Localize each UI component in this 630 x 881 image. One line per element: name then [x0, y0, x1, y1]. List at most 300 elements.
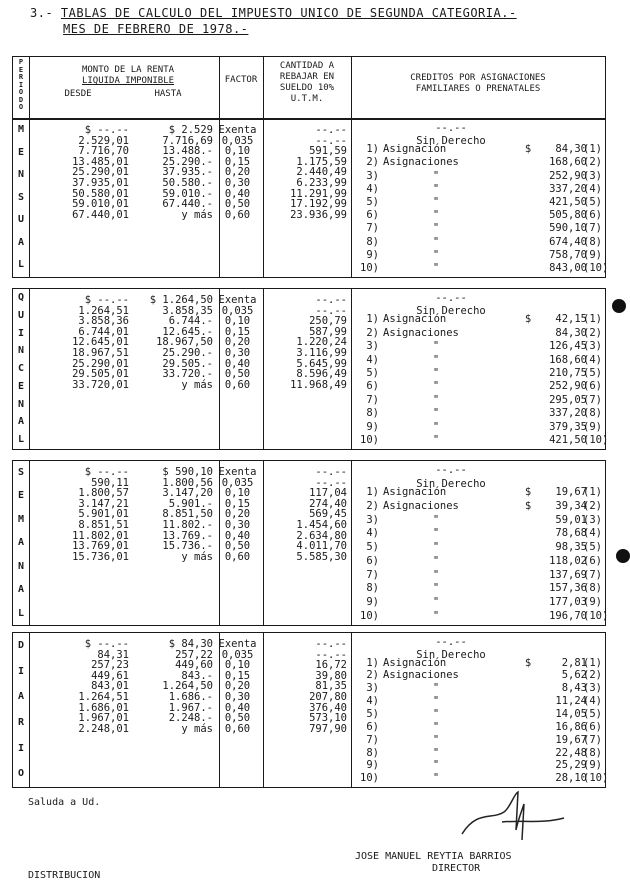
dollar-sign: $	[524, 313, 532, 326]
factor-column	[210, 125, 265, 220]
periodo-letter: I	[18, 80, 24, 89]
credit-value: 295,05	[549, 393, 587, 406]
cantidad-cell: 207,80	[309, 690, 347, 703]
ditto-mark: "	[432, 393, 440, 406]
factor-cell: 0,035	[221, 134, 254, 147]
ditto-mark: "	[432, 248, 440, 261]
credit-index: 4)	[366, 695, 379, 708]
factor-cell: 0,60	[224, 550, 251, 563]
credit-index: 3)	[366, 169, 379, 182]
signer-role: DIRECTOR	[432, 863, 481, 874]
desde-cell: 5.901,01	[78, 508, 129, 521]
credit-index: 3)	[366, 340, 379, 353]
section-mensual	[12, 118, 609, 278]
period-label: Q U I N C E N A L	[17, 292, 25, 446]
desde-cell: $ --.--	[84, 466, 129, 478]
hasta-cell: 257,22	[175, 648, 213, 661]
credit-value: 78,68	[555, 527, 587, 540]
cantidad-cell: 376,40	[309, 701, 347, 714]
desde-cell: 25.290,01	[72, 166, 129, 179]
factor-cell: 0,10	[224, 315, 251, 328]
credit-ref: (6)	[583, 209, 602, 222]
asignaciones-label: Asignaciones	[383, 669, 459, 682]
cantidad-cell: --.--	[315, 134, 347, 147]
desde-cell: 25.290,01	[72, 357, 129, 370]
credit-index: 5)	[366, 367, 379, 379]
credit-value: 28,10	[555, 772, 587, 785]
ditto-mark: "	[432, 407, 440, 420]
asignacion-label: Asignación	[383, 656, 447, 669]
factor-cell: 0,035	[221, 476, 254, 489]
hasta-cell: 8.851,50	[162, 508, 213, 521]
desde-cell: 13.769,01	[72, 540, 129, 553]
credit-value: 8,43	[561, 682, 587, 695]
cantidad-cell: 797,90	[309, 722, 347, 735]
header-periodo	[13, 59, 29, 112]
credit-index: 4)	[366, 353, 379, 366]
credit-ref: (9)	[583, 759, 602, 772]
credit-ref: (7)	[583, 222, 602, 235]
ditto-mark: "	[432, 182, 440, 195]
credit-index: 2)	[366, 326, 379, 339]
credit-index: 2)	[366, 499, 379, 512]
ditto-mark: "	[432, 196, 440, 208]
credit-value: 39,34	[555, 499, 587, 512]
factor-cell: 0,50	[224, 712, 251, 725]
cantidad-cell: 1.454,60	[296, 518, 347, 531]
credit-value: 674,40	[549, 235, 587, 248]
desde-cell: 2.529,01	[78, 134, 129, 147]
factor-cell: 0,30	[224, 690, 251, 703]
hasta-cell: 67.440.-	[162, 198, 213, 211]
ditto-mark: "	[432, 209, 440, 222]
factor-cell: 0,50	[224, 198, 251, 211]
sin-derecho: Sin Derecho	[416, 648, 486, 661]
desde-cell: 1.967,01	[78, 712, 129, 725]
credit-ref: (7)	[583, 568, 602, 581]
credit-ref: (9)	[583, 596, 602, 608]
credit-index: 8)	[366, 746, 379, 759]
desde-column	[33, 295, 129, 390]
credit-value: 84,30	[555, 326, 587, 339]
periodo-letter: O	[18, 103, 24, 111]
hasta-cell: 7.716,69	[162, 134, 213, 147]
hasta-cell: 59.010.-	[162, 187, 213, 200]
credit-index: 7)	[366, 733, 379, 746]
factor-cell: 0,15	[224, 155, 251, 168]
asignacion-label: Asignación	[383, 313, 447, 326]
header-cantidad: CANTIDAD A REBAJAR EN SUELDO 10% U.T.M.	[279, 61, 335, 104]
hasta-cell: 29.505.-	[162, 357, 213, 370]
credit-value: 168,60	[549, 353, 587, 366]
asignacion-label: Asignación	[383, 486, 447, 498]
cantidad-cell: --.--	[315, 124, 347, 136]
factor-cell: 0,035	[221, 648, 254, 661]
hasta-cell: 25.290.-	[162, 346, 213, 359]
credit-value: 25,29	[555, 759, 587, 772]
credit-value: 210,75	[549, 367, 587, 379]
credit-index: 8)	[366, 582, 379, 595]
ditto-mark: "	[432, 353, 440, 366]
credit-ref: (7)	[583, 733, 602, 746]
credit-value: 137,69	[549, 568, 587, 581]
credit-ref: (5)	[583, 367, 602, 379]
factor-cell: Exenta	[218, 466, 257, 478]
saluda-text: Saluda a Ud.	[28, 797, 101, 808]
credit-ref: (2)	[583, 326, 602, 339]
credit-value: 98,35	[555, 541, 587, 553]
credit-ref: (8)	[583, 407, 602, 420]
credit-value: 14,05	[555, 708, 587, 720]
hasta-cell: 1.800,56	[162, 476, 213, 489]
hasta-column	[125, 639, 213, 734]
credit-ref: (3)	[583, 169, 602, 182]
credit-ref: (3)	[583, 513, 602, 526]
credit-index: 9)	[366, 759, 379, 772]
factor-cell: Exenta	[218, 294, 257, 306]
hasta-cell: 843.-	[181, 669, 213, 682]
cantidad-cell: 250,79	[309, 315, 347, 328]
credit-value: 177,03	[549, 596, 587, 608]
credit-ref: (10)	[583, 433, 609, 446]
factor-cell: 0,10	[224, 487, 251, 500]
credit-ref: (1)	[583, 656, 602, 669]
desde-cell: 11.802,01	[72, 529, 129, 542]
ditto-mark: "	[432, 596, 440, 608]
hasta-cell: 25.290.-	[162, 155, 213, 168]
hasta-cell: 5.901.-	[168, 497, 213, 510]
credit-index: 2)	[366, 156, 379, 169]
header-creditos: CREDITOS POR ASIGNACIONES FAMILIARES O PRENATALES	[410, 73, 546, 94]
desde-cell: 33.720,01	[72, 378, 129, 391]
ditto-mark: "	[432, 772, 440, 785]
signature	[452, 790, 582, 848]
cantidad-cell: 11.968,49	[290, 378, 347, 391]
desde-cell: 13.485,01	[72, 155, 129, 168]
hasta-cell: 18.967,50	[156, 336, 213, 349]
title-prefix: 3.-	[30, 6, 54, 20]
credit-ref: (9)	[583, 420, 602, 433]
desde-column	[33, 467, 129, 562]
ditto-mark: "	[432, 235, 440, 248]
hasta-cell: 15.736.-	[162, 540, 213, 553]
sin-derecho: Sin Derecho	[416, 305, 486, 318]
hasta-cell: y más	[181, 208, 213, 221]
desde-cell: 50.580,01	[72, 187, 129, 200]
credit-index: 10)	[360, 262, 379, 275]
period-label: D I A R I O	[17, 640, 25, 780]
desde-cell: 590,11	[91, 476, 129, 489]
desde-cell: 1.800,57	[78, 487, 129, 500]
desde-cell: $ --.--	[84, 638, 129, 650]
cantidad-cell: 274,40	[309, 497, 347, 510]
factor-cell: 0,10	[224, 145, 251, 158]
credit-value: 2,81	[561, 656, 587, 669]
credit-ref: (1)	[583, 313, 602, 326]
cantidad-cell: --.--	[315, 466, 347, 478]
hasta-cell: y más	[181, 722, 213, 735]
hasta-cell: $ 2.529	[168, 124, 213, 136]
credit-value: 196,70	[549, 609, 587, 622]
hasta-cell: 13.769.-	[162, 529, 213, 542]
table-header	[12, 56, 606, 120]
desde-cell: 12.645,01	[72, 336, 129, 349]
hasta-cell: 1.686.-	[168, 690, 213, 703]
credit-index: 5)	[366, 708, 379, 720]
credit-index: 4)	[366, 527, 379, 540]
factor-cell: 0,20	[224, 508, 251, 521]
factor-cell: 0,15	[224, 497, 251, 510]
hasta-cell: $ 590,10	[162, 466, 213, 478]
ditto-mark: "	[432, 380, 440, 393]
factor-cell: 0,30	[224, 176, 251, 189]
sin-derecho: Sin Derecho	[416, 477, 486, 490]
hasta-cell: 1.264,50	[162, 680, 213, 693]
factor-cell: 0,30	[224, 346, 251, 359]
credit-value: 421,50	[549, 196, 587, 208]
hasta-cell: 50.580.-	[162, 176, 213, 189]
credit-index: 9)	[366, 596, 379, 608]
hasta-cell: $ 84,30	[168, 638, 213, 650]
factor-cell: 0,20	[224, 166, 251, 179]
credit-value: 337,20	[549, 182, 587, 195]
factor-cell: 0,40	[224, 187, 251, 200]
desde-cell: 29.505,01	[72, 368, 129, 381]
ditto-mark: "	[432, 420, 440, 433]
desde-cell: 37.935,01	[72, 176, 129, 189]
cantidad-cell: --.--	[315, 294, 347, 306]
credit-ref: (8)	[583, 746, 602, 759]
period-label: M E N S U A L	[17, 124, 25, 271]
desde-cell: 84,31	[97, 648, 129, 661]
cantidad-cell: 6.233,99	[296, 176, 347, 189]
credit-index: 7)	[366, 568, 379, 581]
credit-ref: (4)	[583, 182, 602, 195]
asignaciones-label: Asignaciones	[383, 156, 459, 169]
ditto-mark: "	[432, 433, 440, 446]
factor-column	[210, 639, 265, 734]
credit-value: 11,24	[555, 695, 587, 708]
section-quincenal	[12, 288, 609, 450]
asignaciones-label: Asignaciones	[383, 326, 459, 339]
credit-ref: (1)	[583, 486, 602, 498]
credit-index: 6)	[366, 554, 379, 567]
ditto-mark: "	[432, 367, 440, 379]
credit-ref: (4)	[583, 353, 602, 366]
factor-cell: 0,20	[224, 336, 251, 349]
credit-index: 6)	[366, 380, 379, 393]
hasta-cell: 1.967.-	[168, 701, 213, 714]
dollar-sign: $	[524, 486, 532, 498]
ditto-mark: "	[432, 759, 440, 772]
credit-index: 1)	[366, 486, 379, 498]
hasta-cell: 33.720.-	[162, 368, 213, 381]
ditto-mark: "	[432, 262, 440, 275]
ditto-mark: "	[432, 733, 440, 746]
factor-cell: 0,50	[224, 540, 251, 553]
factor-cell: 0,60	[224, 722, 251, 735]
credit-value: 5,62	[561, 669, 587, 682]
hasta-cell: 3.147,20	[162, 487, 213, 500]
ditto-mark: "	[432, 527, 440, 540]
hasta-column	[125, 467, 213, 562]
ditto-mark: "	[432, 720, 440, 733]
credit-index: 5)	[366, 541, 379, 553]
hasta-cell: 3.858,35	[162, 304, 213, 317]
credit-ref: (3)	[583, 340, 602, 353]
credit-index: 7)	[366, 393, 379, 406]
hasta-cell: 37.935.-	[162, 166, 213, 179]
asignacion-label: Asignación	[383, 143, 447, 156]
credit-dash: --.--	[435, 122, 467, 134]
ditto-mark: "	[432, 609, 440, 622]
hasta-cell: 13.488.-	[162, 145, 213, 158]
desde-cell: 2.248,01	[78, 722, 129, 735]
hasta-cell: 2.248.-	[168, 712, 213, 725]
credit-index: 8)	[366, 407, 379, 420]
credit-dash: --.--	[435, 636, 467, 648]
hasta-column	[125, 295, 213, 390]
cantidad-cell: 4.011,70	[296, 540, 347, 553]
cantidad-column	[265, 295, 347, 390]
periodo-letter: R	[18, 73, 24, 81]
hasta-cell: 6.744.-	[168, 315, 213, 328]
ditto-mark: "	[432, 554, 440, 567]
credit-dash: --.--	[435, 292, 467, 304]
header-factor: FACTOR	[224, 75, 258, 85]
cantidad-cell: 17.192,99	[290, 198, 347, 211]
credit-ref: (2)	[583, 156, 602, 169]
credit-ref: (6)	[583, 380, 602, 393]
credit-ref: (4)	[583, 527, 602, 540]
factor-cell: 0,60	[224, 208, 251, 221]
periodo-letter: P	[18, 58, 24, 66]
cantidad-cell: --.--	[315, 304, 347, 317]
desde-cell: 18.967,51	[72, 346, 129, 359]
credit-value: 84,30	[555, 143, 587, 156]
cantidad-cell: 5.645,99	[296, 357, 347, 370]
credit-ref: (8)	[583, 582, 602, 595]
ditto-mark: "	[432, 682, 440, 695]
credit-ref: (2)	[583, 669, 602, 682]
credit-ref: (10)	[583, 262, 609, 275]
cantidad-cell: 81,35	[315, 680, 347, 693]
credit-value: 168,60	[549, 156, 587, 169]
cantidad-cell: 1.175,59	[296, 155, 347, 168]
desde-cell: 8.851,51	[78, 518, 129, 531]
dollar-sign: $	[524, 499, 532, 512]
cantidad-cell: 591,59	[309, 145, 347, 158]
cantidad-column	[265, 467, 347, 562]
credit-value: 19,67	[555, 486, 587, 498]
punch-hole	[616, 549, 630, 563]
periodo-letter: E	[18, 65, 24, 74]
credit-ref: (1)	[583, 143, 602, 156]
factor-cell: 0,035	[221, 304, 254, 317]
cantidad-cell: 23.936,99	[290, 208, 347, 221]
credit-value: 758,70	[549, 248, 587, 261]
hasta-cell: 11.802.-	[162, 518, 213, 531]
document-title	[30, 6, 517, 20]
credit-index: 6)	[366, 720, 379, 733]
desde-column	[33, 125, 129, 220]
factor-cell: 0,15	[224, 669, 251, 682]
credit-ref: (4)	[583, 695, 602, 708]
factor-column	[210, 467, 265, 562]
factor-cell: 0,40	[224, 701, 251, 714]
credit-value: 421,50	[549, 433, 587, 446]
desde-column	[33, 639, 129, 734]
cantidad-cell: 11.291,99	[290, 187, 347, 200]
desde-cell: $ --.--	[84, 124, 129, 136]
periodo-letter: O	[18, 88, 24, 96]
desde-cell: 1.264,51	[78, 304, 129, 317]
credit-ref: (3)	[583, 682, 602, 695]
desde-cell: 15.736,01	[72, 550, 129, 563]
credit-dash: --.--	[435, 464, 467, 476]
header-desde: DESDE	[64, 89, 92, 99]
cantidad-cell: --.--	[315, 476, 347, 489]
dollar-sign: $	[524, 143, 532, 156]
desde-cell: 7.716,70	[78, 145, 129, 158]
credit-value: 118,02	[549, 554, 587, 567]
cantidad-cell: 573,10	[309, 712, 347, 725]
ditto-mark: "	[432, 340, 440, 353]
credit-ref: (8)	[583, 235, 602, 248]
credit-value: 126,45	[549, 340, 587, 353]
credit-value: 252,90	[549, 169, 587, 182]
hasta-cell: $ 1.264,50	[149, 294, 213, 306]
cantidad-column	[265, 639, 347, 734]
hasta-column	[125, 125, 213, 220]
ditto-mark: "	[432, 582, 440, 595]
ditto-mark: "	[432, 746, 440, 759]
credit-index: 10)	[360, 772, 379, 785]
factor-cell: 0,50	[224, 368, 251, 381]
cantidad-cell: 1.220,24	[296, 336, 347, 349]
cantidad-cell: 2.634,80	[296, 529, 347, 542]
ditto-mark: "	[432, 695, 440, 708]
credit-index: 10)	[360, 433, 379, 446]
desde-cell: 59.010,01	[72, 198, 129, 211]
desde-cell: 3.858,36	[78, 315, 129, 328]
credit-value: 59,01	[555, 513, 587, 526]
credit-ref: (5)	[583, 196, 602, 208]
cantidad-cell: --.--	[315, 648, 347, 661]
credit-index: 3)	[366, 513, 379, 526]
credit-index: 7)	[366, 222, 379, 235]
ditto-mark: "	[432, 541, 440, 553]
credit-value: 379,35	[549, 420, 587, 433]
desde-cell: 843,01	[91, 680, 129, 693]
hasta-cell: 449,60	[175, 659, 213, 672]
credit-index: 3)	[366, 682, 379, 695]
signer-name: JOSE MANUEL REYTIA BARRIOS	[355, 851, 512, 862]
credit-ref: (10)	[583, 609, 609, 622]
credit-ref: (5)	[583, 541, 602, 553]
credit-value: 157,36	[549, 582, 587, 595]
credit-ref: (9)	[583, 248, 602, 261]
credit-index: 4)	[366, 182, 379, 195]
cantidad-cell: 587,99	[309, 325, 347, 338]
credit-ref: (7)	[583, 393, 602, 406]
credit-value: 590,10	[549, 222, 587, 235]
factor-cell: 0,30	[224, 518, 251, 531]
cantidad-cell: 16,72	[315, 659, 347, 672]
factor-cell: Exenta	[218, 124, 257, 136]
desde-cell: 1.264,51	[78, 690, 129, 703]
credit-ref: (6)	[583, 554, 602, 567]
